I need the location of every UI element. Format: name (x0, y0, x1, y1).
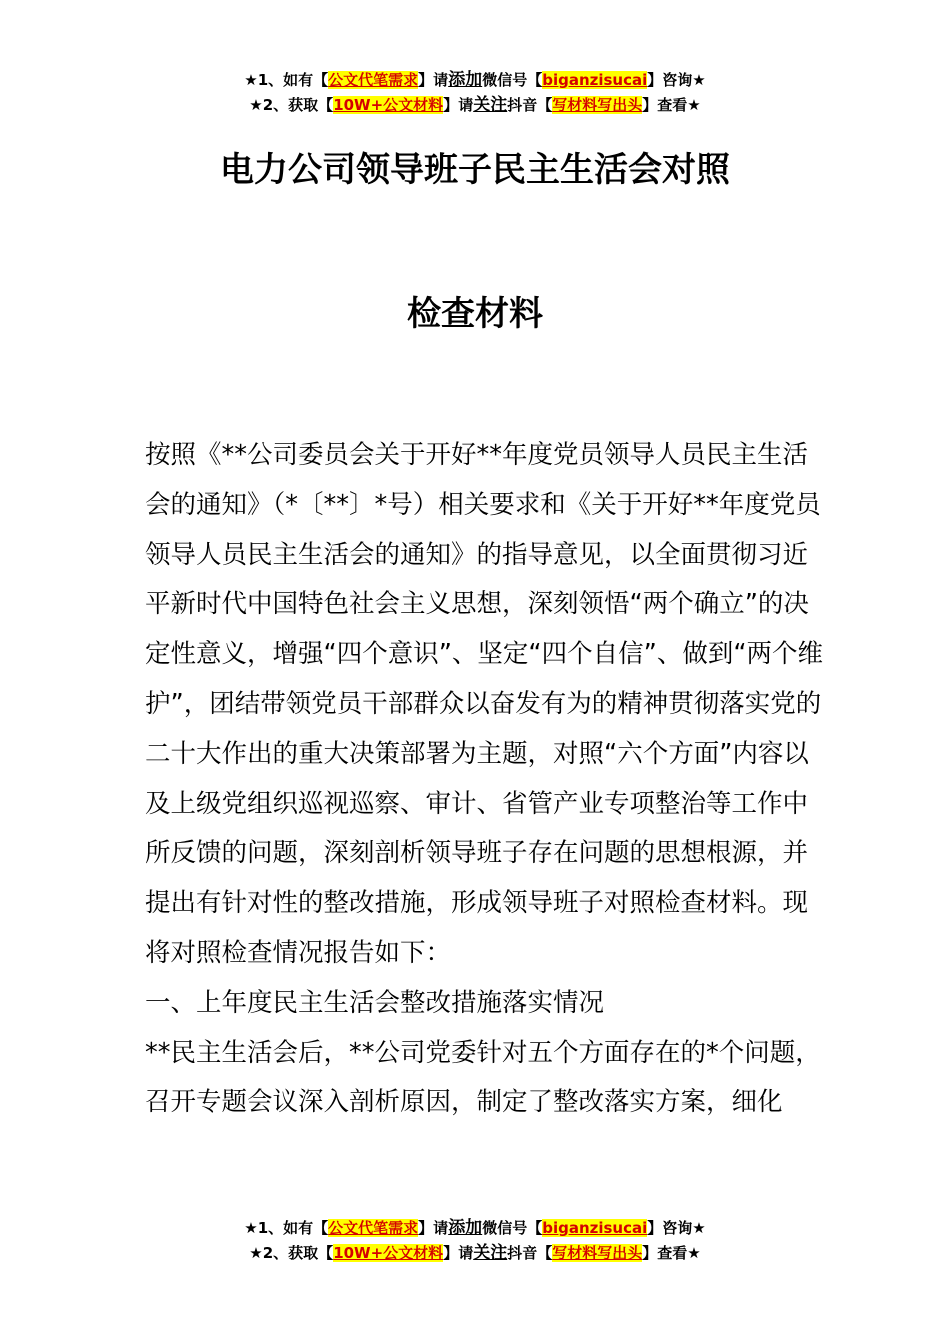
header-promo-banner (0, 68, 950, 118)
promo-wechat-id: biganzisucai (542, 71, 648, 89)
promo-highlight: 10W+公文材料 (333, 1244, 444, 1262)
promo-line-1: ★1、如有【公文代笔需求】请添加微信号【biganzisucai】咨询★ (244, 70, 706, 90)
section-heading: 一、上年度民主生活会整改措施落实情况 (145, 987, 605, 1018)
promo-line-1: ★1、如有【公文代笔需求】请添加微信号【biganzisucai】咨询★ (244, 1218, 706, 1238)
footer-promo-banner (0, 1216, 950, 1266)
intro-paragraph: 按照《**公司委员会关于开好**年度党员领导人员民主生活会的通知》（*〔**〕*号）相关要求和《关于开好**年度党员领导人员民主生活会的通知》的指导意见，以全面贯彻习近平新时代中国特色社会主义思想，深刻领悟“两个确立”的决定性意义，增强“四个意识”、坚定“四个自信”、做到“两个维护”，团结带领党员干部群众以奋发有为的精神贯彻落实党的二十大作出的重大决策部署为主题，对照“六个方面”内容以及上级党组织巡视巡察、审计、省管产业专项整治等工作中所反馈的问题，深刻剖析领导班子存在问题的思想根源，并提出有针对性的整改措施，形成领导班子对照检查材料。现将对照检查情况报告如下： (145, 440, 824, 968)
promo-line-2: ★2、获取【10W+公文材料】请关注抖音【写材料写出头】查看★ (249, 95, 701, 115)
section-paragraph: **民主生活会后，**公司党委针对五个方面存在的*个问题，召开专题会议深入剖析原因，制定了整改落实方案，细化 (145, 1037, 821, 1118)
promo-douyin-id: 写材料写出头 (552, 1244, 643, 1262)
promo-line-2: ★2、获取【10W+公文材料】请关注抖音【写材料写出头】查看★ (249, 1243, 701, 1263)
promo-highlight: 公文代笔需求 (328, 71, 419, 89)
promo-highlight: 公文代笔需求 (328, 1219, 419, 1237)
promo-douyin-id: 写材料写出头 (552, 96, 643, 114)
document-body (145, 431, 825, 1128)
promo-wechat-id: biganzisucai (542, 1219, 648, 1237)
document-title-line-2: 检查材料 (407, 294, 543, 334)
document-title-line-1: 电力公司领导班子民主生活会对照 (220, 150, 730, 190)
promo-highlight: 10W+公文材料 (333, 96, 444, 114)
